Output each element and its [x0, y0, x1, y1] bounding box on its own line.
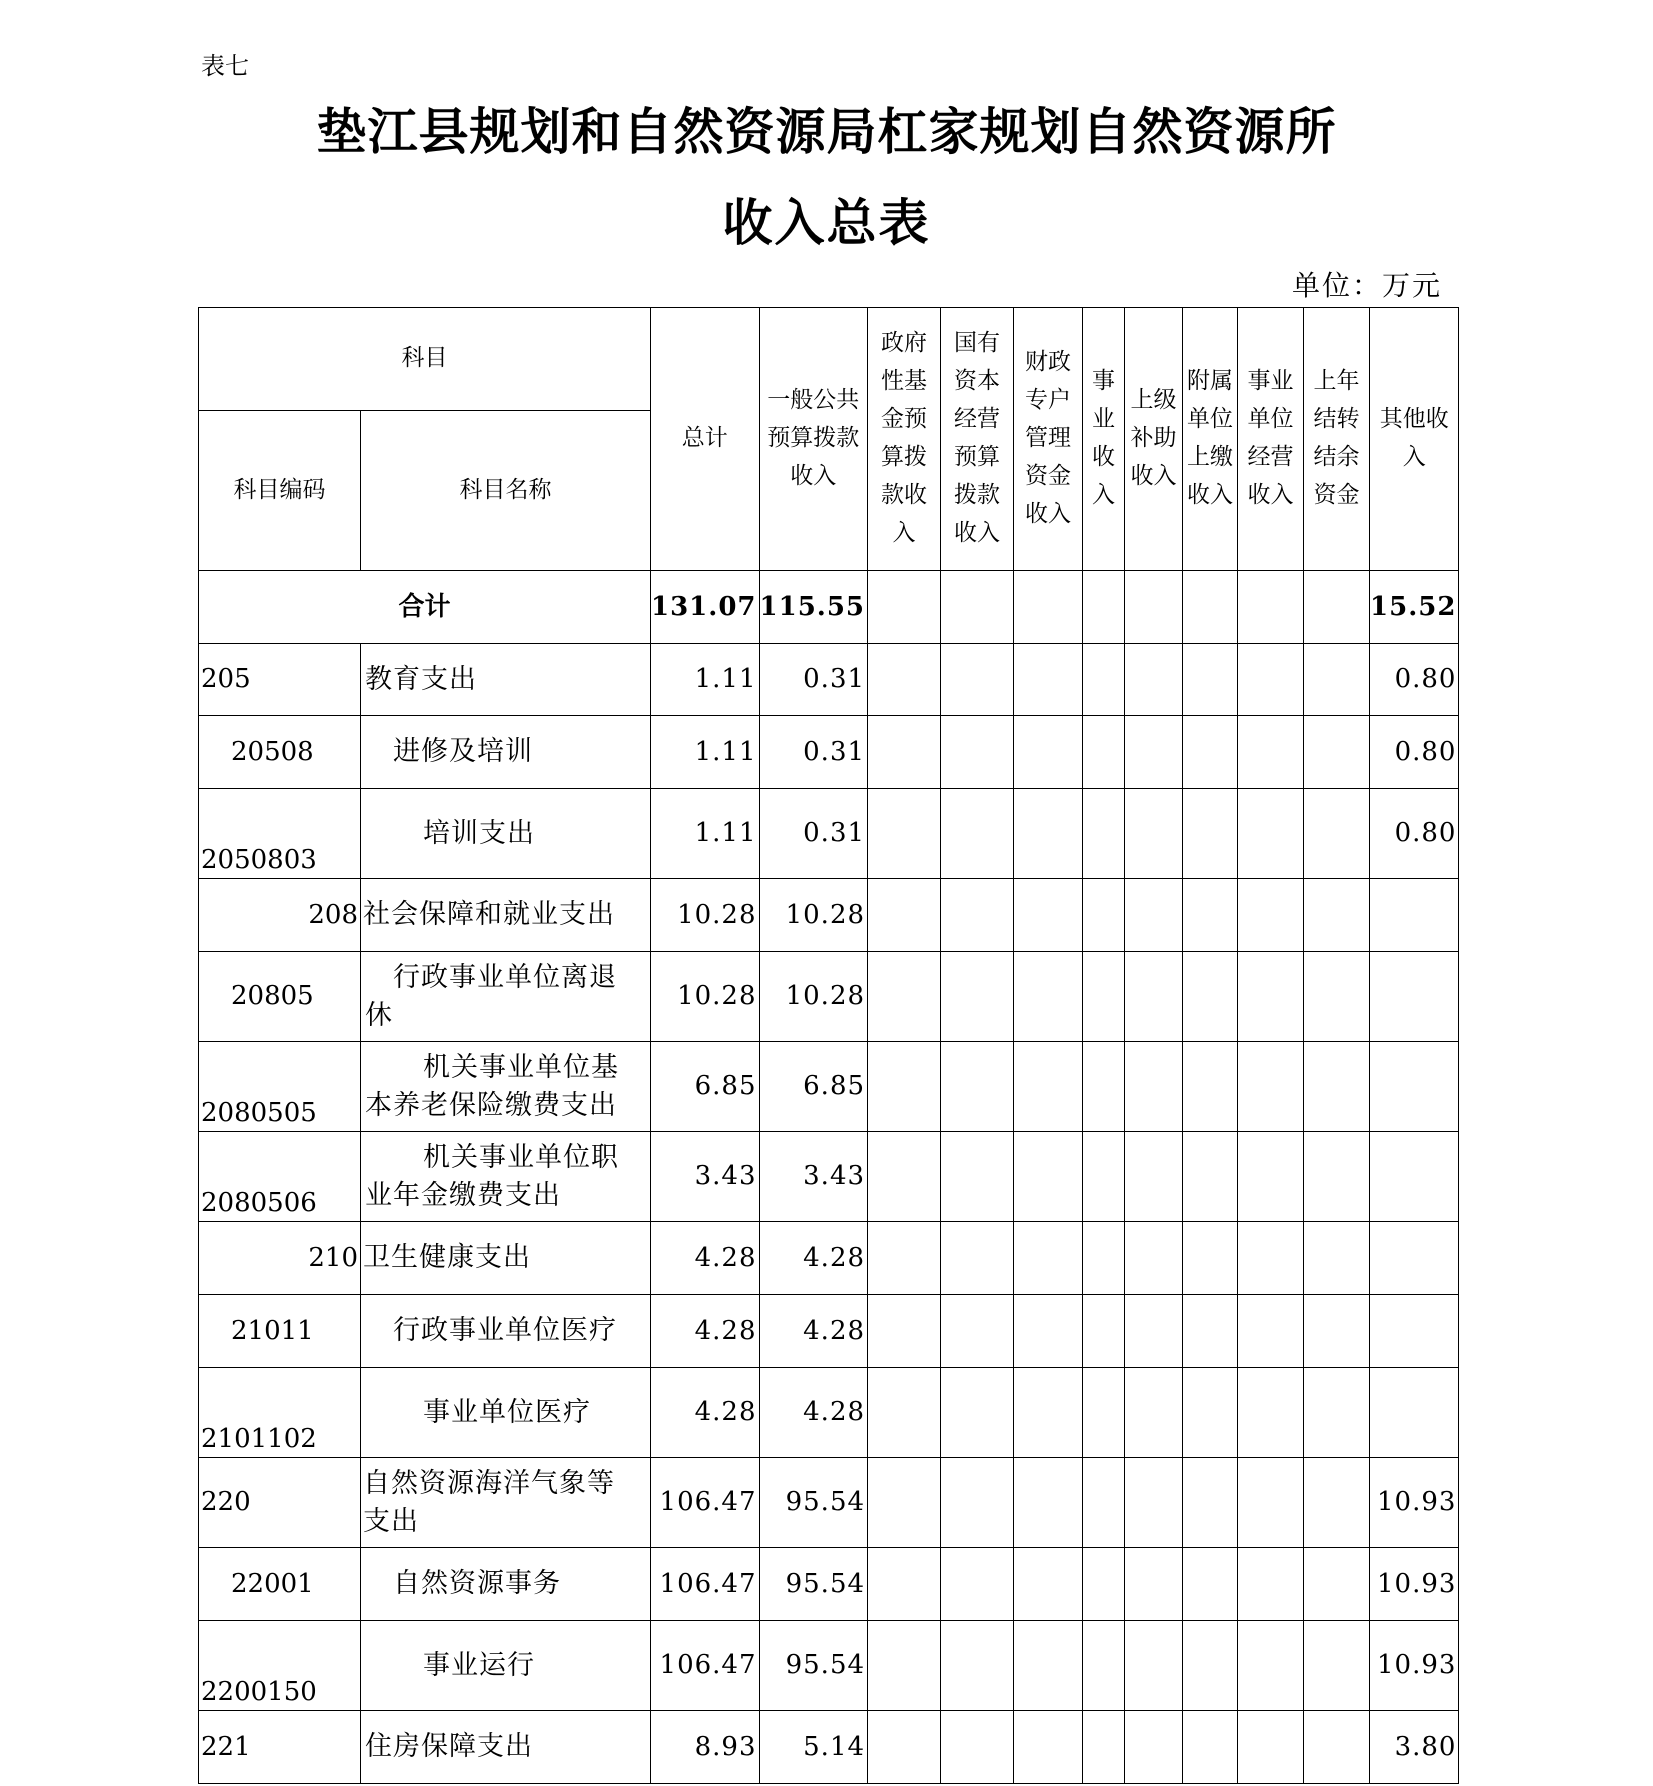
row-other: 10.93: [1370, 1548, 1459, 1621]
page-title: 垫江县规划和自然资源局杠家规划自然资源所: [316, 103, 1337, 161]
header-fiscal-special: 财政专户管理资金收入: [1014, 308, 1083, 571]
row-name: 社会保障和就业支出: [361, 879, 651, 952]
table-row: [199, 1711, 1459, 1784]
row-name-line2: 业年金缴费支出: [365, 1179, 561, 1211]
total-general: 115.55: [759, 571, 868, 644]
page-subtitle: 收入总表: [722, 194, 931, 252]
row-total: 6.85: [651, 1042, 760, 1132]
row-total: 1.11: [651, 644, 760, 716]
row-general: 95.54: [759, 1621, 868, 1711]
row-total: 10.28: [651, 879, 760, 952]
row-code: 2101102: [199, 1368, 361, 1458]
row-total: 8.93: [651, 1711, 760, 1784]
table-row: [199, 1132, 1459, 1222]
row-total: 4.28: [651, 1295, 760, 1368]
header-operating-income: 事业单位经营收入: [1238, 308, 1304, 571]
row-general: 6.85: [759, 1042, 868, 1132]
total-other: 15.52: [1370, 571, 1459, 644]
total-row: [199, 571, 1459, 644]
row-name: 进修及培训: [361, 716, 651, 789]
header-state-capital: 国有资本经营预算拨款收入: [941, 308, 1014, 571]
row-code: 2050803: [199, 789, 361, 879]
table-row: [199, 789, 1459, 879]
row-name-line2: 本养老保险缴费支出: [365, 1089, 617, 1121]
unit-label: 单位：万元: [1291, 269, 1442, 302]
header-total: 总计: [651, 308, 760, 571]
row-general: 10.28: [759, 879, 868, 952]
row-other: 3.80: [1370, 1711, 1459, 1784]
total-label: 合计: [199, 571, 651, 644]
header-superior-subsidy: 上级补助收入: [1125, 308, 1183, 571]
row-name: [361, 1458, 651, 1548]
row-code: 22001: [199, 1548, 361, 1621]
table-row: [199, 879, 1459, 952]
row-name-line1: 行政事业单位离退: [393, 961, 617, 993]
table-row: [199, 1368, 1459, 1458]
income-summary-table: [198, 307, 1459, 1784]
header-general-budget: 一般公共预算拨款收入: [759, 308, 868, 571]
row-code: 21011: [199, 1295, 361, 1368]
row-other: [1370, 1132, 1459, 1222]
row-other: [1370, 879, 1459, 952]
row-total: 3.43: [651, 1132, 760, 1222]
row-name: [361, 1132, 651, 1222]
row-other: [1370, 1368, 1459, 1458]
row-general: 4.28: [759, 1222, 868, 1295]
row-name-line1: 机关事业单位职: [423, 1141, 619, 1173]
row-total: 4.28: [651, 1222, 760, 1295]
row-other: [1370, 1042, 1459, 1132]
table-row: [199, 716, 1459, 789]
row-general: 0.31: [759, 644, 868, 716]
table-row: [199, 1295, 1459, 1368]
row-name: 卫生健康支出: [361, 1222, 651, 1295]
row-general: 4.28: [759, 1368, 868, 1458]
table-label: 表七: [201, 52, 249, 80]
row-name: 事业单位医疗: [361, 1368, 651, 1458]
row-total: 1.11: [651, 716, 760, 789]
row-total: 106.47: [651, 1548, 760, 1621]
row-other: [1370, 952, 1459, 1042]
header-business-income: 事业收入: [1083, 308, 1125, 571]
row-name: 教育支出: [361, 644, 651, 716]
table-row: [199, 1548, 1459, 1621]
row-other: 0.80: [1370, 789, 1459, 879]
row-code: 205: [199, 644, 361, 716]
row-other: [1370, 1295, 1459, 1368]
header-carryover: 上年结转结余资金: [1304, 308, 1370, 571]
row-code: 2080505: [199, 1042, 361, 1132]
table-row: [199, 1458, 1459, 1548]
row-name: 住房保障支出: [361, 1711, 651, 1784]
row-code: 220: [199, 1458, 361, 1548]
table-row: [199, 1042, 1459, 1132]
table-row: [199, 952, 1459, 1042]
row-name: 事业运行: [361, 1621, 651, 1711]
row-general: 0.31: [759, 789, 868, 879]
row-total: 1.11: [651, 789, 760, 879]
row-name: 培训支出: [361, 789, 651, 879]
header-gov-fund: 政府性基金预算拨款收入: [868, 308, 941, 571]
row-other: 0.80: [1370, 716, 1459, 789]
row-code: 20508: [199, 716, 361, 789]
row-total: 4.28: [651, 1368, 760, 1458]
row-general: 95.54: [759, 1458, 868, 1548]
row-general: 95.54: [759, 1548, 868, 1621]
row-general: 4.28: [759, 1295, 868, 1368]
row-code: 221: [199, 1711, 361, 1784]
header-code: 科目编码: [199, 411, 361, 571]
row-total: 106.47: [651, 1458, 760, 1548]
row-general: 3.43: [759, 1132, 868, 1222]
row-code: 2200150: [199, 1621, 361, 1711]
row-other: 0.80: [1370, 644, 1459, 716]
header-row-1: [199, 308, 1459, 411]
row-general: 5.14: [759, 1711, 868, 1784]
row-name-line1: 自然资源海洋气象等: [363, 1467, 615, 1499]
row-name: 自然资源事务: [361, 1548, 651, 1621]
total-amount: 131.07: [651, 571, 760, 644]
row-other: 10.93: [1370, 1458, 1459, 1548]
row-general: 10.28: [759, 952, 868, 1042]
header-affiliated-income: 附属单位上缴收入: [1183, 308, 1238, 571]
row-code: 20805: [199, 952, 361, 1042]
row-other: [1370, 1222, 1459, 1295]
row-name-line2: 休: [365, 999, 393, 1031]
row-total: 106.47: [651, 1621, 760, 1711]
row-name: 行政事业单位医疗: [361, 1295, 651, 1368]
table-row: [199, 644, 1459, 716]
header-other-income: 其他收入: [1370, 308, 1459, 571]
table-row: [199, 1222, 1459, 1295]
row-name-line1: 机关事业单位基: [423, 1051, 619, 1083]
header-subject: 科目: [199, 308, 651, 411]
table-row: [199, 1621, 1459, 1711]
row-code: 210: [199, 1222, 361, 1295]
row-code: 2080506: [199, 1132, 361, 1222]
row-code: 208: [199, 879, 361, 952]
row-name: [361, 1042, 651, 1132]
row-total: 10.28: [651, 952, 760, 1042]
row-name: [361, 952, 651, 1042]
row-general: 0.31: [759, 716, 868, 789]
row-name-line2: 支出: [363, 1505, 419, 1537]
header-name: 科目名称: [361, 411, 651, 571]
row-other: 10.93: [1370, 1621, 1459, 1711]
